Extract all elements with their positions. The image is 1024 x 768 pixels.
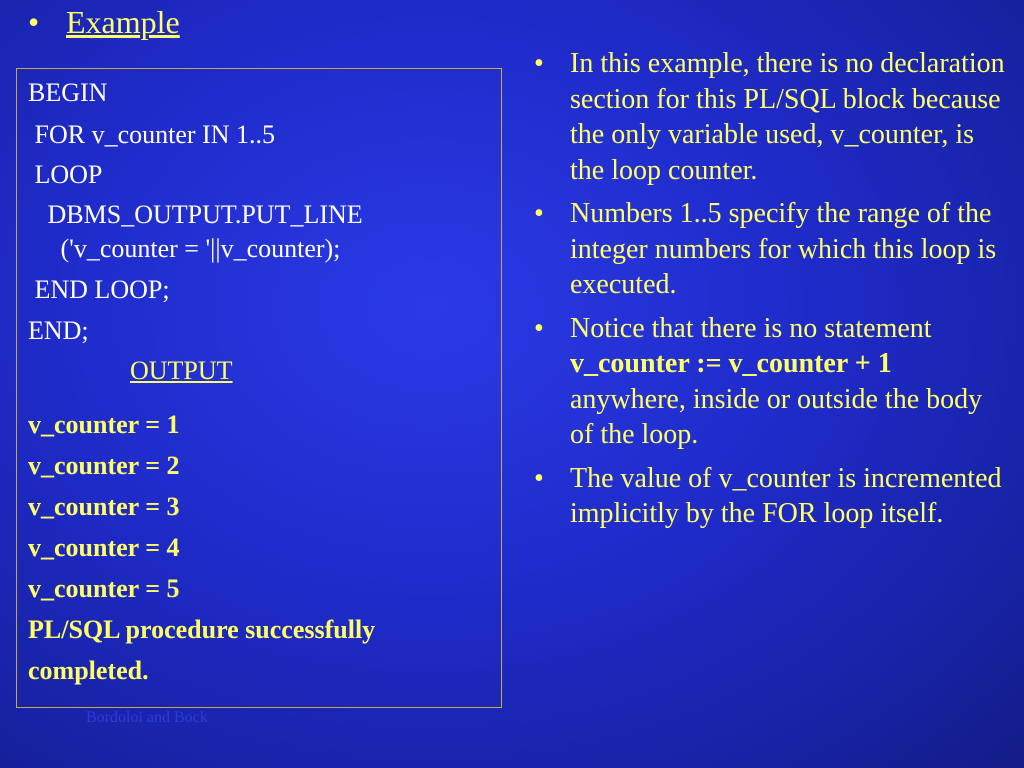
bullet-marker: • bbox=[534, 462, 544, 494]
bullet-item-2 bbox=[530, 196, 1010, 303]
output-line-2: v_counter = 2 bbox=[28, 451, 180, 480]
bullet-marker: • bbox=[534, 198, 544, 229]
code-line-2: FOR v_counter IN 1..5 bbox=[28, 120, 275, 149]
bullet-text-3-code: v_counter := v_counter + 1 bbox=[570, 348, 892, 379]
bullet-text-3-post: anywhere, inside or outside the body of the loop. bbox=[570, 383, 983, 450]
bullet-item-1 bbox=[530, 46, 1010, 188]
code-line-5: ('v_counter = '||v_counter); bbox=[28, 234, 341, 263]
bullet-marker: • bbox=[28, 4, 40, 40]
slide-title: Example bbox=[66, 4, 180, 40]
output-heading: OUTPUT bbox=[130, 356, 233, 385]
explanation-bullet-list bbox=[530, 46, 1010, 540]
slide-title-row bbox=[28, 2, 180, 42]
code-example-box bbox=[16, 68, 502, 708]
bullet-text-2: Numbers 1..5 specify the range of the integer numbers for which this loop is executed. bbox=[570, 198, 997, 300]
output-line-4: v_counter = 4 bbox=[28, 533, 180, 562]
bullet-text-1: In this example, there is no declaration section for this PL/SQL block because the only variable used, v_counter, is the loop counter. bbox=[570, 48, 1005, 186]
code-line-1: BEGIN bbox=[28, 78, 108, 107]
bullet-marker: • bbox=[534, 48, 544, 79]
output-completion-line-2: completed. bbox=[28, 656, 149, 685]
output-line-1: v_counter = 1 bbox=[28, 410, 180, 439]
bullet-item-4 bbox=[530, 461, 1010, 532]
output-completion-line-1: PL/SQL procedure successfully bbox=[28, 615, 376, 644]
bullet-text-4: The value of v_counter is incremented implicitly by the FOR loop itself. bbox=[570, 462, 1002, 529]
footer-credit: Bordoloi and Bock bbox=[86, 709, 208, 726]
bullet-marker: • bbox=[534, 312, 544, 344]
bullet-item-3 bbox=[530, 311, 1010, 453]
output-line-5: v_counter = 5 bbox=[28, 574, 180, 603]
code-line-4: DBMS_OUTPUT.PUT_LINE bbox=[28, 200, 363, 229]
code-line-7: END; bbox=[28, 316, 89, 345]
output-line-3: v_counter = 3 bbox=[28, 492, 180, 521]
code-line-6: END LOOP; bbox=[28, 275, 170, 304]
code-line-3: LOOP bbox=[28, 160, 103, 189]
bullet-text-3-pre: Notice that there is no statement bbox=[570, 312, 932, 344]
